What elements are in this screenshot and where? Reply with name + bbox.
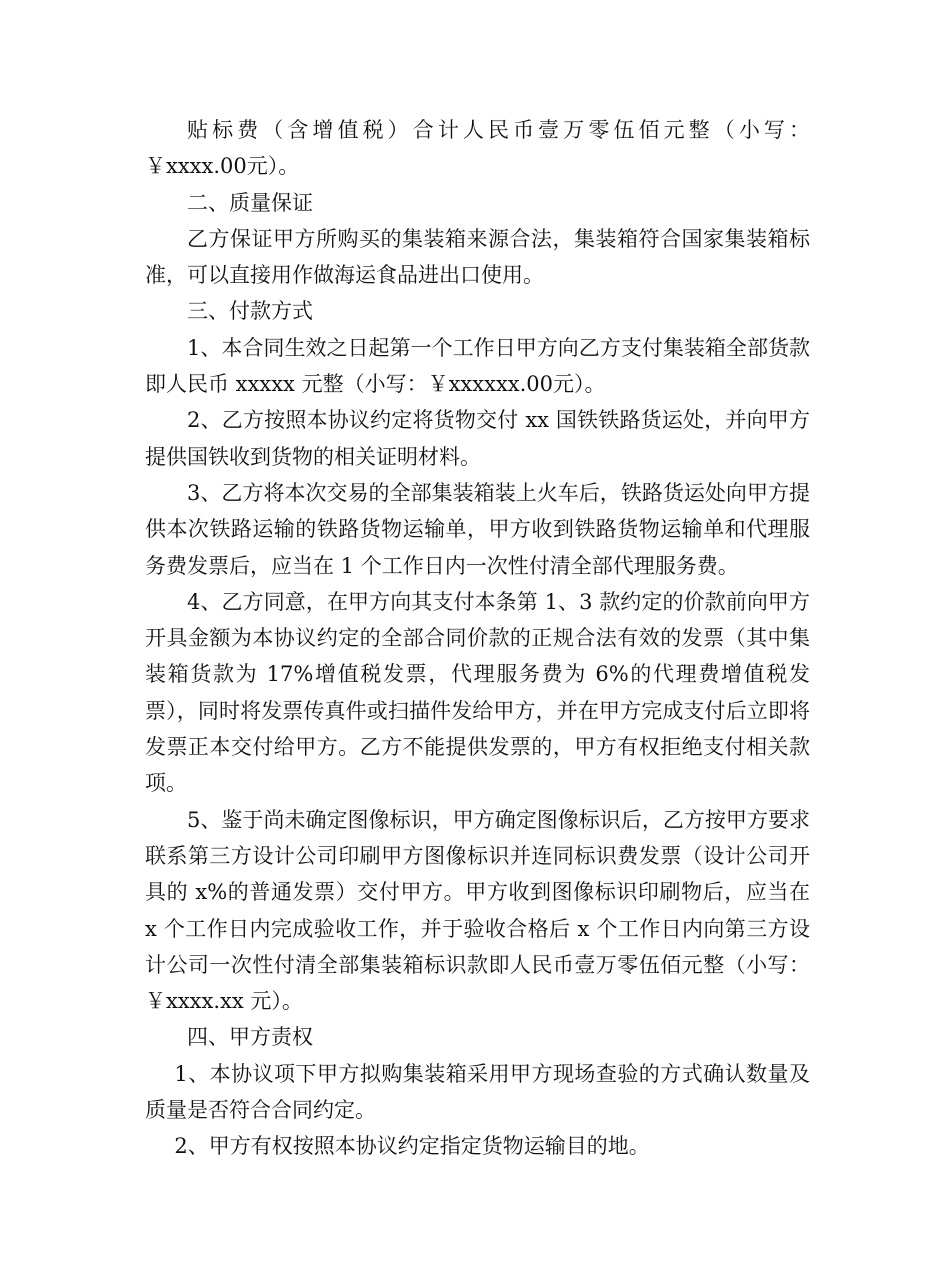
paragraph-payment-4: 4、乙方同意，在甲方向其支付本条第 1、3 款约定的价款前向甲方开具金额为本协议约定的全部合同价款的正规合法有效的发票（其中集装箱货款为 17%增值税发票，代理服务费为 6%的代理费增值税发票），同时将发票传真件或扫描件发给甲方，并在甲方完成支付后立即将发票正本交付给甲方。乙方不能提供发票的，甲方有权拒绝支付相关款项。 bbox=[145, 589, 810, 796]
section-heading-quality-guarantee: 二、质量保证 bbox=[187, 190, 313, 215]
section-heading-party-a-rights: 四、甲方责权 bbox=[187, 1025, 313, 1050]
paragraph-labeling-fee-total: 贴标费（含增值税）合计人民币壹万零伍佰元整（小写：￥xxxx.00元）。 bbox=[145, 118, 810, 179]
paragraph-party-a-rights-1: 1、本协议项下甲方拟购集装箱采用甲方现场查验的方式确认数量及质量是否符合合同约定。 bbox=[145, 1061, 810, 1123]
paragraph-payment-1: 1、本合同生效之日起第一个工作日甲方向乙方支付集装箱全部货款即人民币 xxxxx 元整（小写：￥xxxxxx.00元）。 bbox=[145, 335, 810, 397]
paragraph-payment-5: 5、鉴于尚未确定图像标识，甲方确定图像标识后，乙方按甲方要求联系第三方设计公司印刷甲方图像标识并连同标识费发票（设计公司开具的 x%的普通发票）交付甲方。甲方收到图像标识印刷物后，应当在 x 个工作日内完成验收工作，并于验收合格后 x 个工作日内向第三方设计公司一次性付清全部集装箱标识款即人民币壹万零伍佰元整（小写：￥xxxx.xx 元）。 bbox=[145, 807, 810, 1014]
paragraph-payment-2: 2、乙方按照本协议约定将货物交付 xx 国铁铁路货运处，并向甲方提供国铁收到货物的相关证明材料。 bbox=[145, 408, 810, 469]
paragraph-quality-guarantee: 乙方保证甲方所购买的集装箱来源合法，集装箱符合国家集装箱标准，可以直接用作做海运食品进出口使用。 bbox=[145, 226, 810, 288]
paragraph-party-a-rights-2: 2、甲方有权按照本协议约定指定货物运输目的地。 bbox=[174, 1134, 650, 1159]
paragraph-payment-3: 3、乙方将本次交易的全部集装箱装上火车后，铁路货运处向甲方提供本次铁路运输的铁路货物运输单，甲方收到铁路货物运输单和代理服务费发票后，应当在 1 个工作日内一次性付清全部代理服务费。 bbox=[145, 480, 810, 578]
contract-body bbox=[145, 112, 810, 1165]
section-heading-payment-method: 三、付款方式 bbox=[187, 299, 313, 324]
